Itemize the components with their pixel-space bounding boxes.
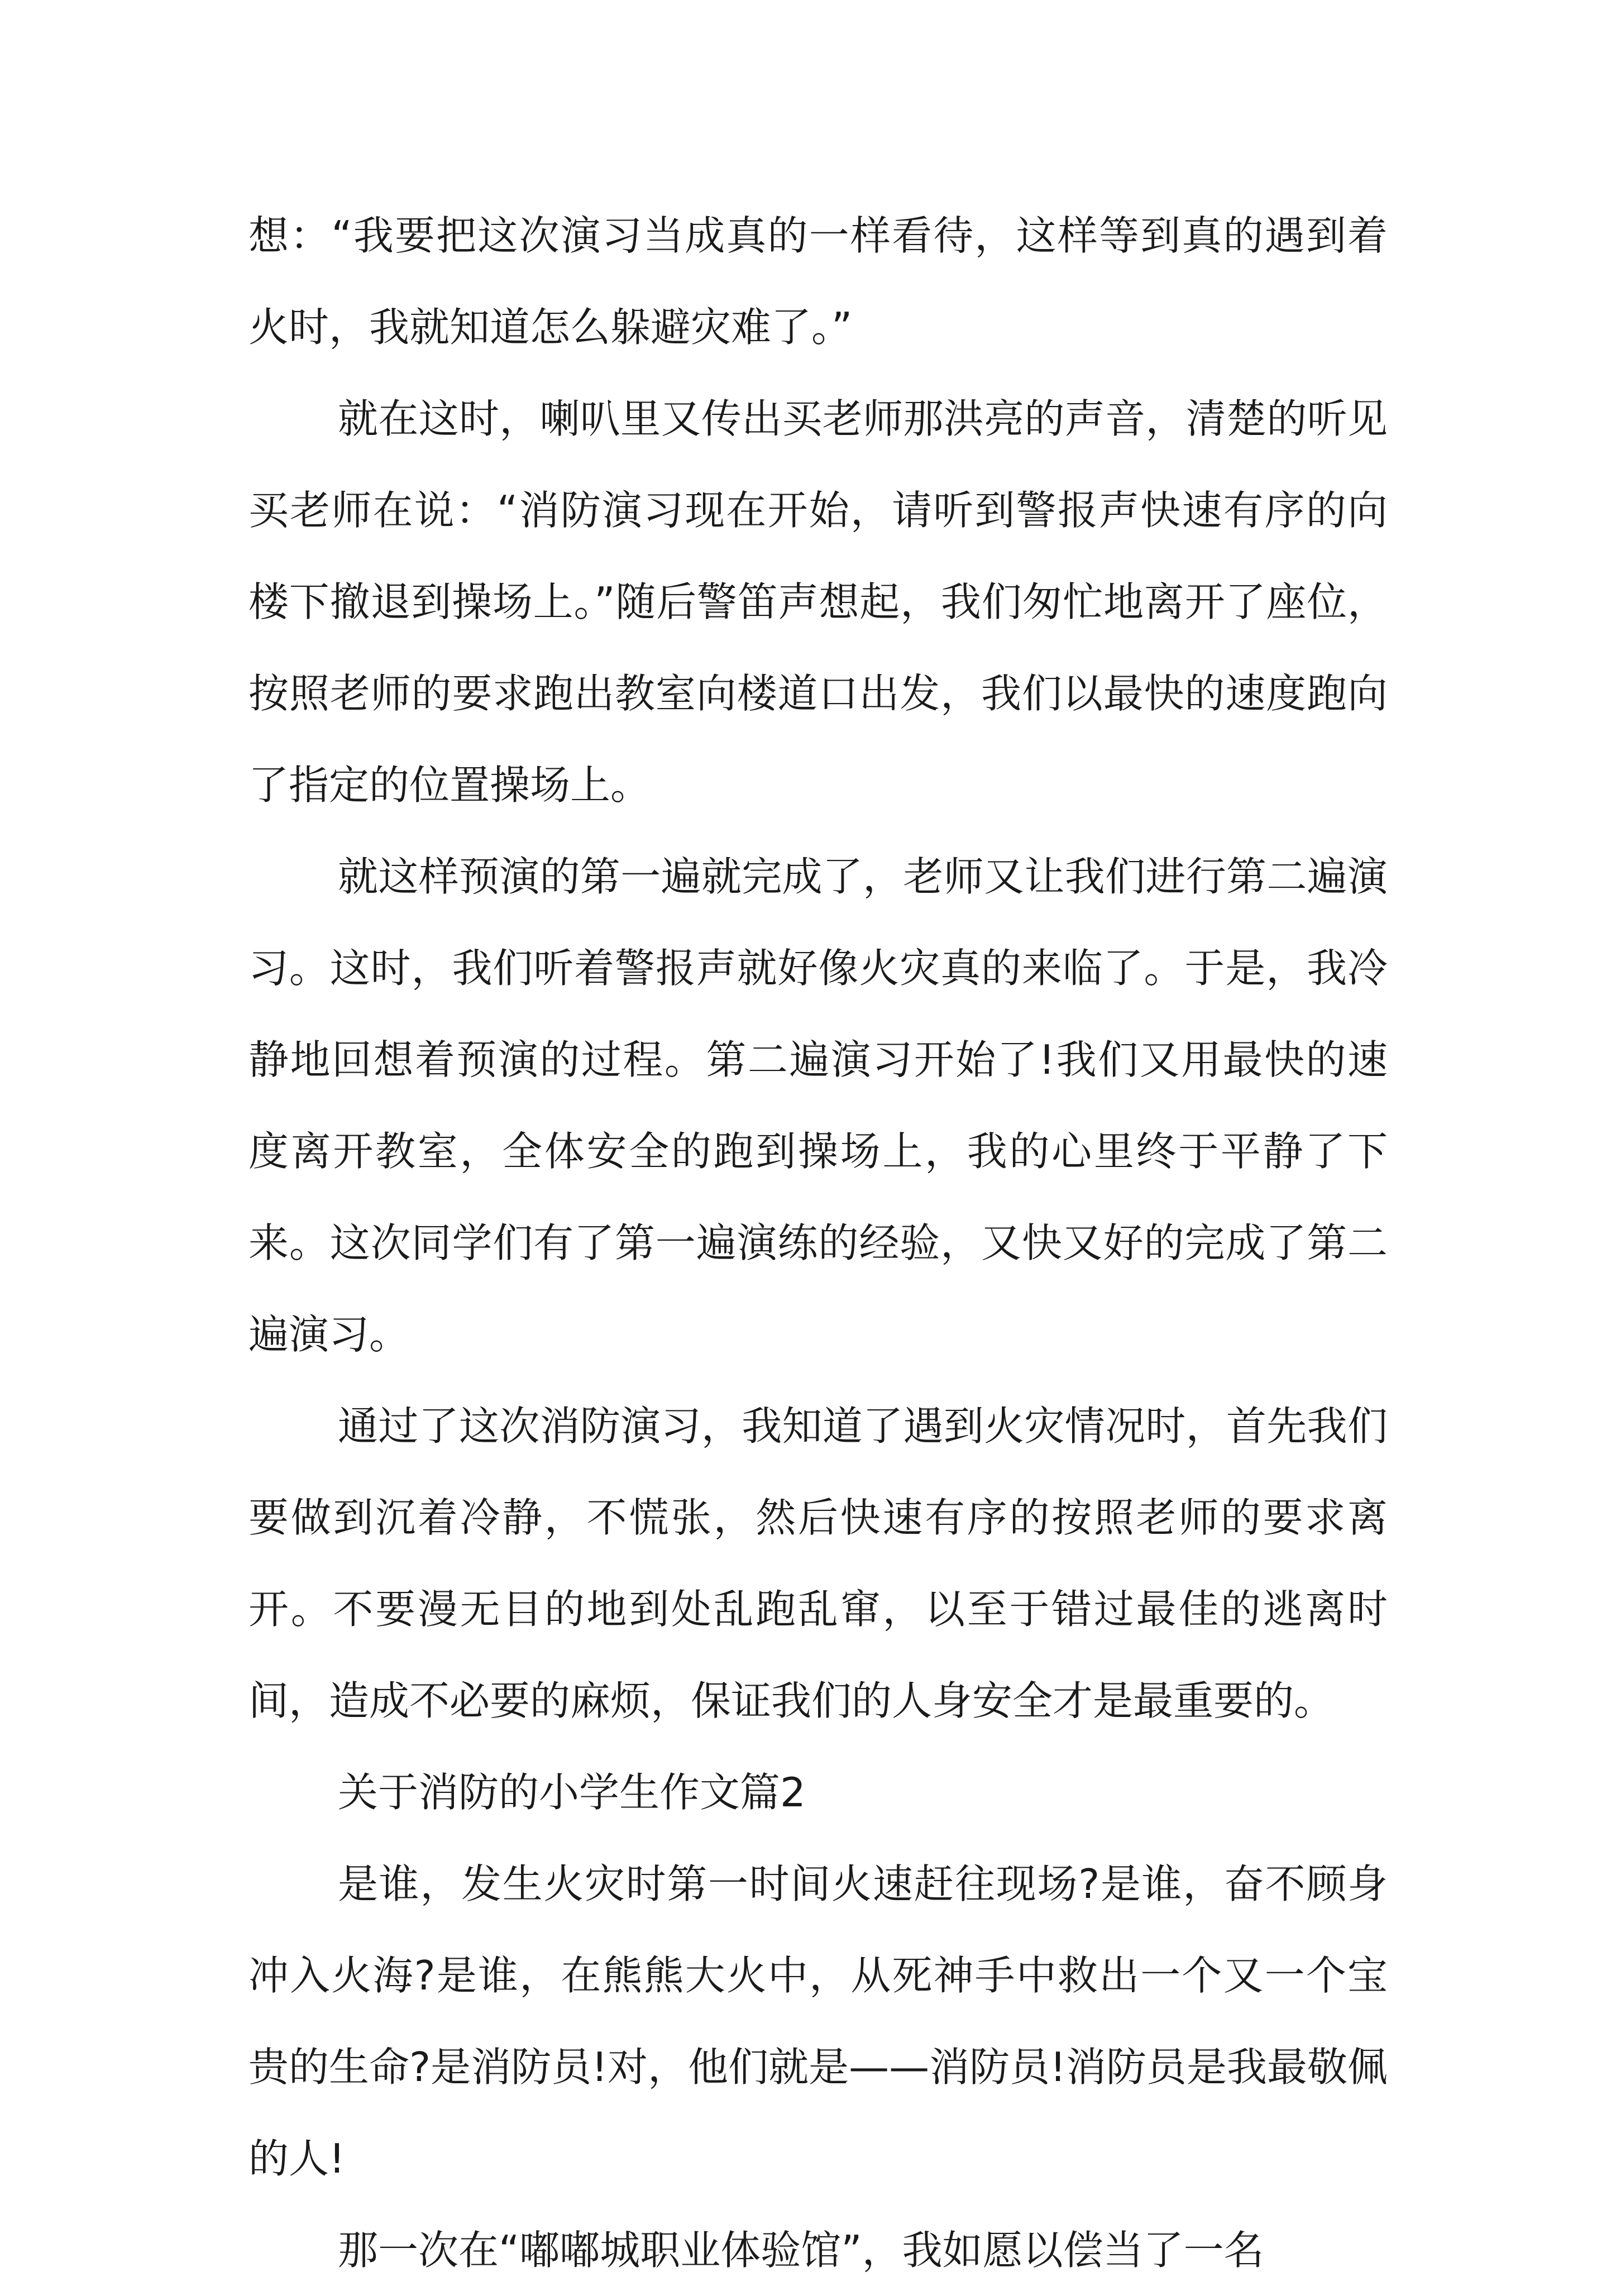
- section-heading: 关于消防的小学生作文篇2: [338, 1769, 806, 1816]
- paragraph: 通过了这次消防演习，我知道了遇到火灾情况时，首先我们要做到沉着冷静，不慌张，然后快速有序的按照老师的要求离开。不要漫无目的地到处乱跑乱窜，以至于错过最佳的逃离时间，造成不必要的麻烦，保证我们的人身安全才是最重要的。: [248, 1403, 1388, 1724]
- paragraph: 就这样预演的第一遍就完成了，老师又让我们进行第二遍演习。这时，我们听着警报声就好像火灾真的来临了。于是，我冷静地回想着预演的过程。第二遍演习开始了!我们又用最快的速度离开教室，全体安全的跑到操场上，我的心里终于平静了下来。这次同学们有了第一遍演练的经验，又快又好的完成了第二遍演习。: [248, 853, 1388, 1358]
- paragraph: 是谁，发生火灾时第一时间火速赶往现场?是谁，奋不顾身冲入火海?是谁，在熊熊大火中，从死神手中救出一个又一个宝贵的生命?是消防员!对，他们就是——消防员!消防员是我最敬佩的人!: [248, 1860, 1388, 2182]
- document-body: [248, 190, 1388, 2296]
- paragraph: 那一次在“嘟嘟城职业体验馆”，我如愿以偿当了一名: [338, 2227, 1264, 2274]
- paragraph: 就在这时，喇叭里又传出买老师那洪亮的声音，清楚的听见买老师在说：“消防演习现在开始，请听到警报声快速有序的向楼下撤退到操场上。”随后警笛声想起，我们匆忙地离开了座位，按照老师的要求跑出教室向楼道口出发，我们以最快的速度跑向了指定的位置操场上。: [248, 395, 1388, 809]
- paragraph-continued: 想：“我要把这次演习当成真的一样看待，这样等到真的遇到着火时，我就知道怎么躲避灾难了。”: [248, 212, 1388, 351]
